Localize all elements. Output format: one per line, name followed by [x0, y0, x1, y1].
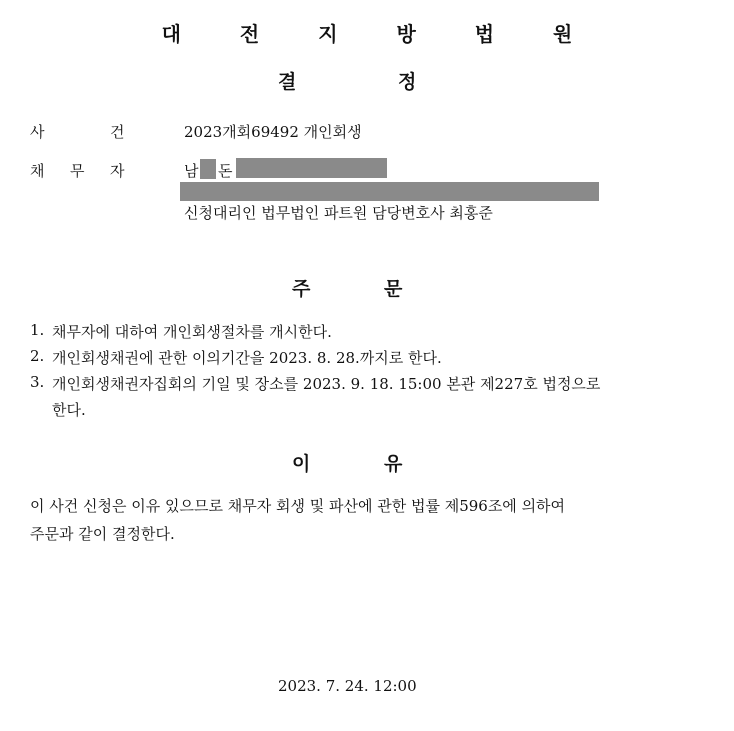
order-item-3-num: 3.: [30, 373, 45, 391]
reason-line-1: 이 사건 신청은 이유 있으므로 채무자 회생 및 파산에 관한 법률 제596조에 의하여: [30, 497, 566, 515]
case-number: 2023개회69492 개인회생: [184, 123, 362, 141]
debtor-name-last: 돈: [218, 162, 233, 180]
order-item-1: 채무자에 대하여 개인회생절차를 개시한다.: [52, 323, 332, 341]
name-redaction: [200, 159, 216, 179]
order-item-1-num: 1.: [30, 321, 45, 339]
representative: 신청대리인 법무법인 파트원 담당변호사 최홍준: [184, 204, 493, 222]
debtor-label-1: 채: [30, 162, 45, 180]
doc-type-left: 결: [278, 71, 297, 93]
address-redaction-2: [180, 182, 599, 201]
debtor-name-first: 남: [184, 162, 199, 180]
address-redaction-1: [236, 158, 387, 178]
case-label-2: 건: [110, 123, 125, 141]
decision-date: 2023. 7. 24. 12:00: [278, 677, 417, 695]
order-heading-right: 문: [384, 278, 403, 300]
court-name: 대 전 지 방 법 원: [161, 22, 599, 46]
debtor-label-2: 무: [70, 162, 85, 180]
order-item-3-cont: 한다.: [52, 401, 86, 419]
reason-heading-right: 유: [384, 453, 403, 475]
order-item-2: 개인회생채권에 관한 이의기간을 2023. 8. 28.까지로 한다.: [52, 349, 442, 367]
case-label-1: 사: [30, 123, 45, 141]
order-item-2-num: 2.: [30, 347, 45, 365]
reason-heading-left: 이: [292, 453, 311, 475]
reason-line-2: 주문과 같이 결정한다.: [30, 525, 175, 543]
order-heading-left: 주: [292, 278, 311, 300]
doc-type-right: 정: [398, 71, 417, 93]
order-item-3: 개인회생채권자집회의 기일 및 장소를 2023. 9. 18. 15:00 본관 제227호 법정으로: [52, 375, 601, 393]
debtor-label-3: 자: [110, 162, 125, 180]
